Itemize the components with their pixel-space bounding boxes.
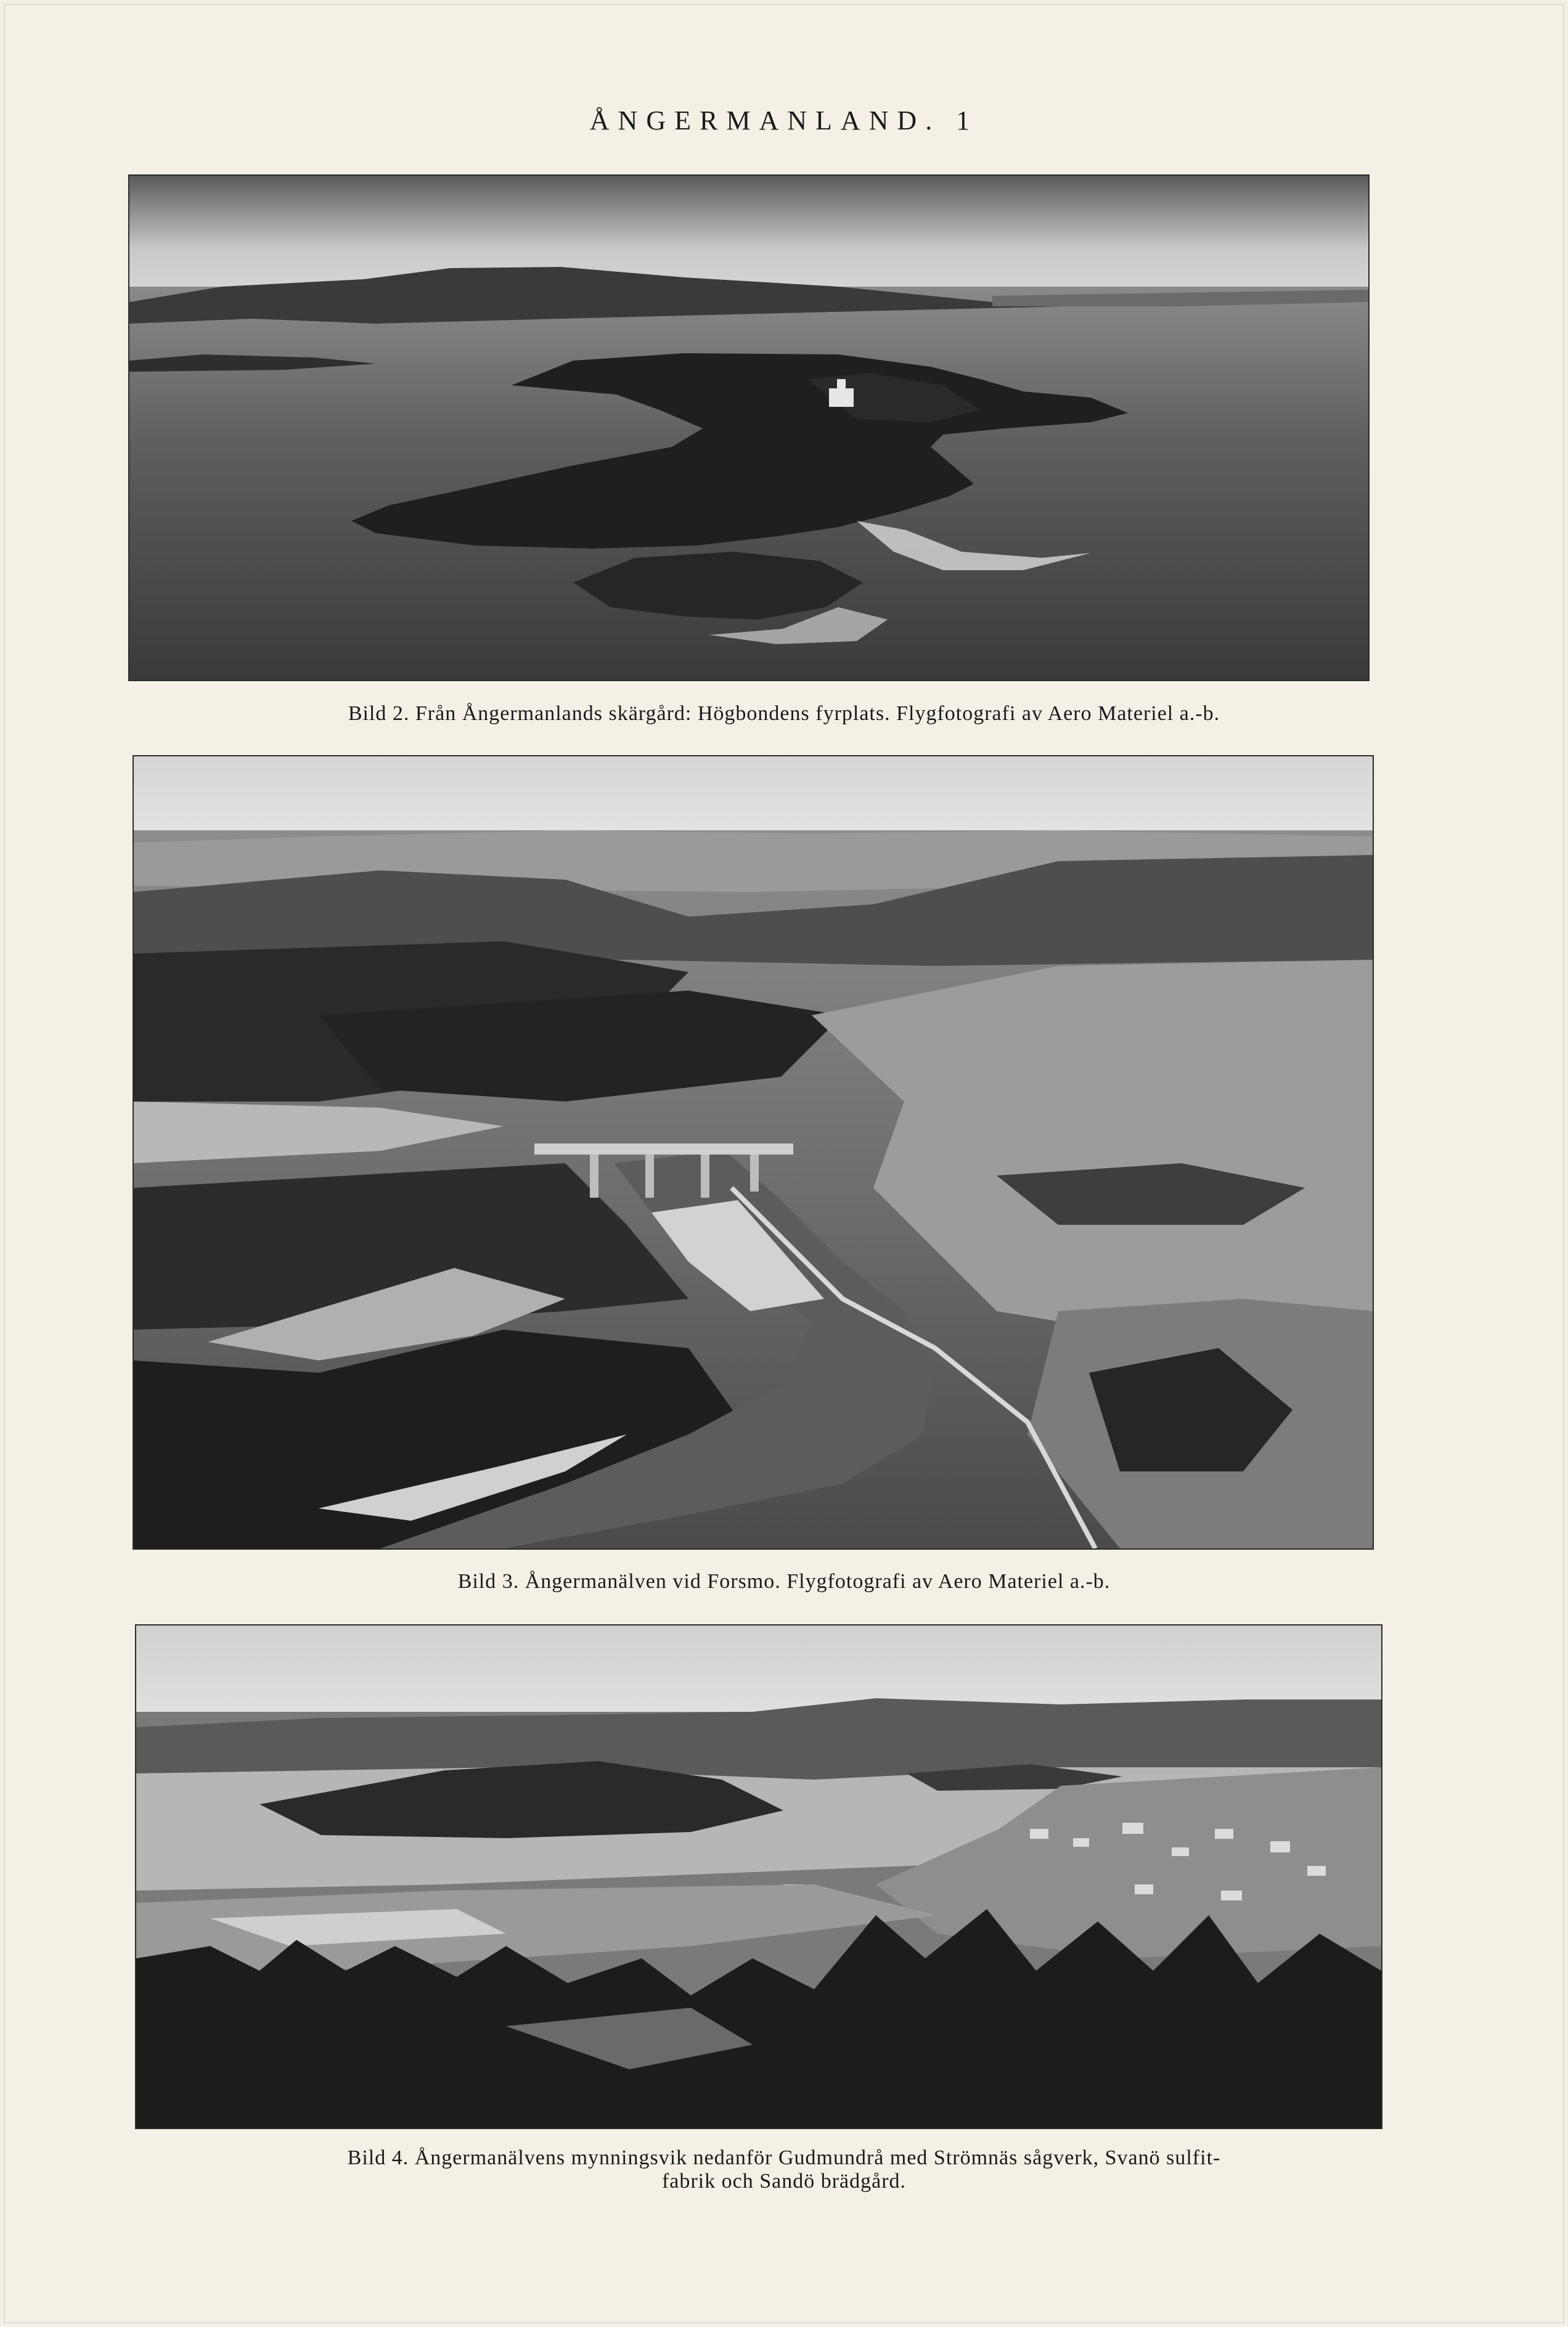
caption-figure-3: Bild 3. Ångermanälven vid Forsmo. Flygfotografi av Aero Materiel a.-b. bbox=[457, 1570, 1111, 1593]
photo-forsmo-river bbox=[133, 755, 1374, 1550]
photo-gudmundra-river-mouth bbox=[135, 1624, 1382, 2129]
photo-hogbonden-image bbox=[129, 176, 1368, 680]
photo-hogbonden-lighthouse bbox=[128, 174, 1370, 681]
caption-figure-4-line-1: Bild 4. Ångermanälvens mynningsvik nedanför Gudmundrå med Strömnäs sågverk, Svanö sulfit- bbox=[347, 2146, 1221, 2169]
caption-figure-4-line-2: fabrik och Sandö brädgård. bbox=[661, 2170, 907, 2193]
caption-figure-2: Bild 2. Från Ångermanlands skärgård: Högbondens fyrplats. Flygfotografi av Aero Materiel a.-b. bbox=[348, 702, 1220, 725]
photo-gudmundra-image bbox=[136, 1626, 1381, 2128]
photo-forsmo-image bbox=[134, 756, 1373, 1548]
page-header: ÅNGERMANLAND. 1 bbox=[589, 105, 979, 136]
